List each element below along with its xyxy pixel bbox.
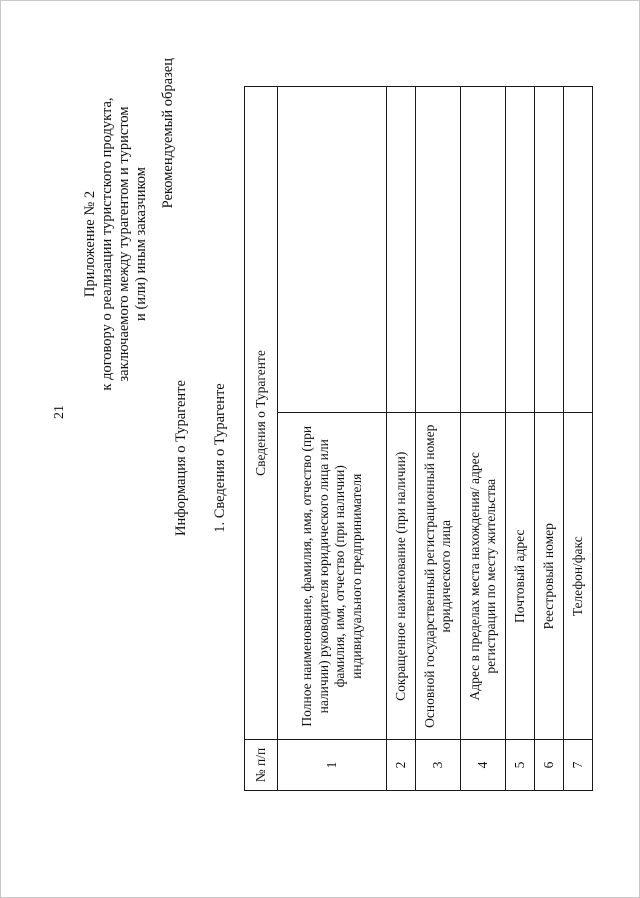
table-row: [506, 87, 535, 791]
row-label: Телефон/факс: [564, 413, 593, 740]
row-num: 2: [387, 740, 416, 791]
row-label: Сокращенное наименование (при наличии): [387, 413, 416, 740]
table-row: [535, 87, 564, 791]
row-num: 7: [564, 740, 593, 791]
row-label: Почтовый адрес: [506, 413, 535, 740]
row-value[interactable]: [535, 87, 564, 414]
row-value[interactable]: [564, 87, 593, 414]
page-number: 21: [52, 405, 67, 419]
table-header-row: [245, 87, 278, 791]
row-label: Основной государственный регистрационный номер юридического лица: [416, 413, 461, 740]
row-num: 5: [506, 740, 535, 791]
table-row: [416, 87, 461, 791]
tour-agent-table: [244, 86, 593, 791]
row-label: Реестровый номер: [535, 413, 564, 740]
row-num: 3: [416, 740, 461, 791]
appendix-line-1: Приложение № 2: [82, 190, 98, 298]
header-info: Сведения о Турагенте: [245, 87, 278, 740]
row-label: Полное наименование, фамилия, имя, отчество (при наличии) руководителя юридического лица или фамилия, имя, отчество (при наличии) индивидуального предпринимателя: [278, 413, 387, 740]
appendix-header: [82, 14, 150, 474]
row-num: 1: [278, 740, 387, 791]
row-label: Адрес в пределах места нахождения/ адрес регистрации по месту жительства: [461, 413, 506, 740]
table-row: [564, 87, 593, 791]
row-value[interactable]: [416, 87, 461, 414]
appendix-line-3: заключаемого между турагентом и туристом: [116, 106, 132, 382]
appendix-line-4: и (или) иным заказчиком: [133, 167, 149, 321]
recommended-sample: Рекомендуемый образец: [160, 58, 176, 209]
table-row: [387, 87, 416, 791]
row-value[interactable]: [387, 87, 416, 414]
section-title: 1. Сведения о Турагенте: [212, 383, 228, 533]
row-num: 4: [461, 740, 506, 791]
row-value[interactable]: [278, 87, 387, 414]
info-title: Информация о Турагенте: [173, 380, 189, 536]
appendix-line-2: к договору о реализации туристского продукта,: [99, 97, 115, 391]
table-row: [278, 87, 387, 791]
header-num: № п/п: [245, 740, 278, 791]
row-num: 6: [535, 740, 564, 791]
table-row: [461, 87, 506, 791]
row-value[interactable]: [461, 87, 506, 414]
row-value[interactable]: [506, 87, 535, 414]
